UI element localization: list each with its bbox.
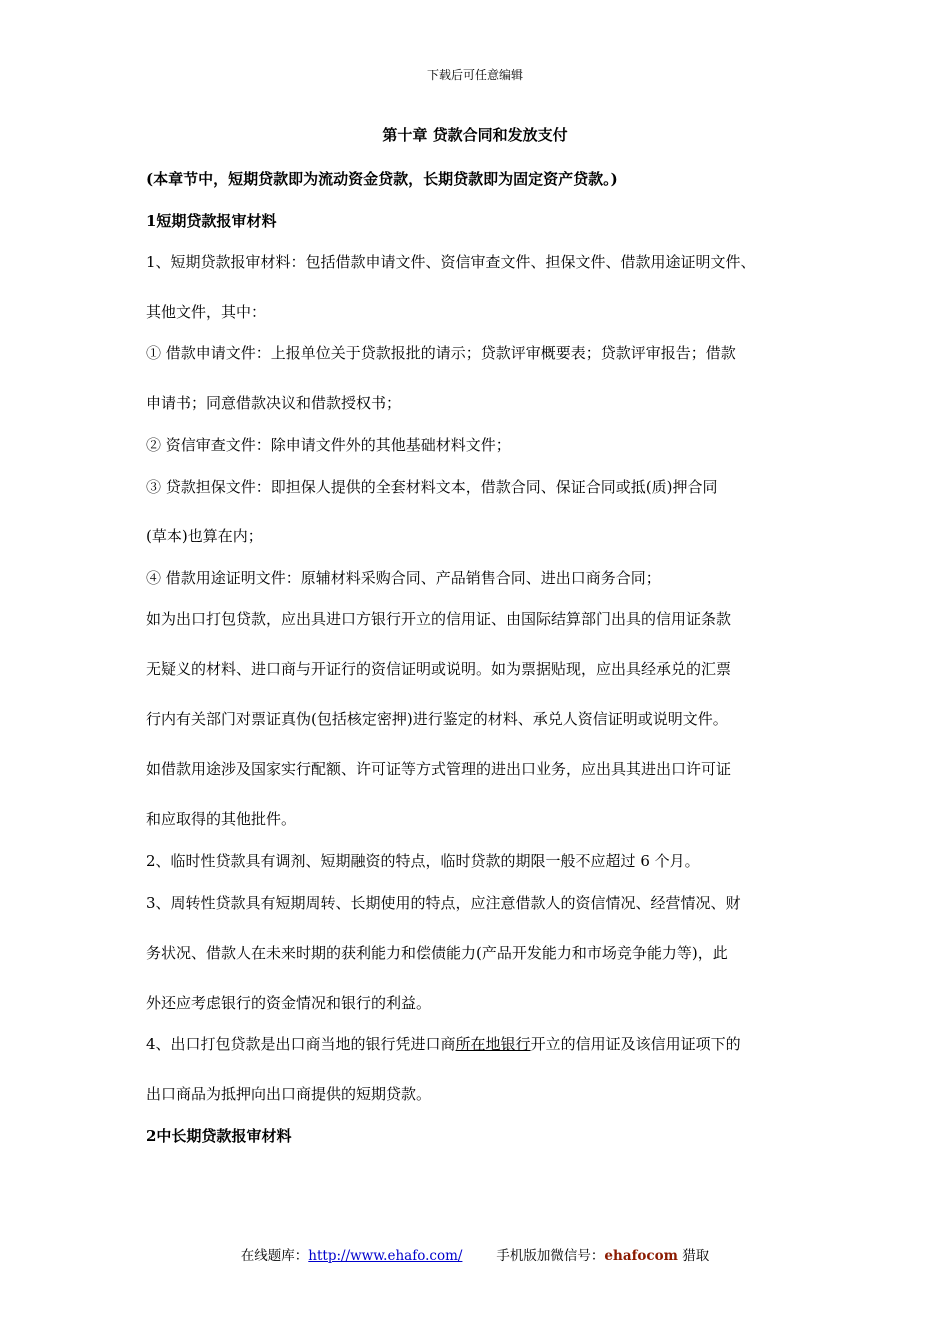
footer-suffix: 猎取 [677,1248,710,1264]
chapter-title: 第十章 贷款合同和发放支付 [382,126,568,144]
paragraph-line: ④ 借款用途证明文件：原辅材料采购合同、产品销售合同、进出口商务合同； [146,569,661,587]
paragraph-line: 出口商品为抵押向出口商提供的短期贷款。 [146,1085,432,1103]
footer-wechat-id: ehafocom [604,1248,678,1264]
paragraph-line: 和应取得的其他批件。 [146,810,297,828]
paragraph-line: 如为出口打包贷款，应出具进口方银行开立的信用证、由国际结算部门出具的信用证条款 [146,610,732,628]
paragraph-line: ② 资信审查文件：除申请文件外的其他基础材料文件； [146,436,511,454]
chapter-note: (本章节中，短期贷款即为流动资金贷款，长期贷款即为固定资产贷款。) [146,170,618,188]
header-note: 下载后可任意编辑 [426,68,523,82]
footer-label-bank: 在线题库： [240,1248,309,1264]
text-run: 开立的信用证及该信用证项下的 [530,1035,741,1053]
section-heading-1: 1短期贷款报审材料 [146,212,277,230]
paragraph-line: 申请书；同意借款决议和借款授权书； [146,394,402,412]
paragraph-line: 务状况、借款人在未来时期的获利能力和偿债能力(产品开发能力和市场竞争能力等)，此 [146,944,728,962]
footer-url-link[interactable]: http://www.ehafo.com/ [308,1248,463,1264]
paragraph-line: 无疑义的材料、进口商与开证行的资信证明或说明。如为票据贴现，应出具经承兑的汇票 [146,660,732,678]
paragraph-line: 行内有关部门对票证真伪(包括核定密押)进行鉴定的材料、承兑人资信证明或说明文件。 [146,710,728,728]
paragraph-line: (草本)也算在内； [146,527,263,545]
paragraph-line: ③ 贷款担保文件：即担保人提供的全套材料文本，借款合同、保证合同或抵(质)押合同 [146,478,718,496]
underlined-term: 所在地银行 [455,1035,531,1053]
paragraph-line: 1、短期贷款报审材料：包括借款申请文件、资信审查文件、担保文件、借款用途证明文件、 [146,253,756,271]
paragraph-line [146,1033,741,1055]
text-run: 4、出口打包贷款是出口商当地的银行凭进口商 [146,1035,456,1053]
paragraph-line: 如借款用途涉及国家实行配额、许可证等方式管理的进出口业务，应出具其进出口许可证 [146,760,732,778]
footer-label-wechat: 手机版加微信号： [496,1248,605,1264]
paragraph-line: 2、临时性贷款具有调剂、短期融资的特点，临时贷款的期限一般不应超过 6 个月。 [146,852,700,870]
paragraph-line: 其他文件，其中： [146,303,267,321]
page-footer [0,1245,950,1267]
section-heading-2: 2中长期贷款报审材料 [146,1127,292,1145]
paragraph-line: 3、周转性贷款具有短期周转、长期使用的特点，应注意借款人的资信情况、经营情况、财 [146,894,741,912]
paragraph-line: 外还应考虑银行的资金情况和银行的利益。 [146,994,432,1012]
paragraph-line: ① 借款申请文件：上报单位关于贷款报批的请示；贷款评审概要表；贷款评审报告；借款 [146,344,736,362]
